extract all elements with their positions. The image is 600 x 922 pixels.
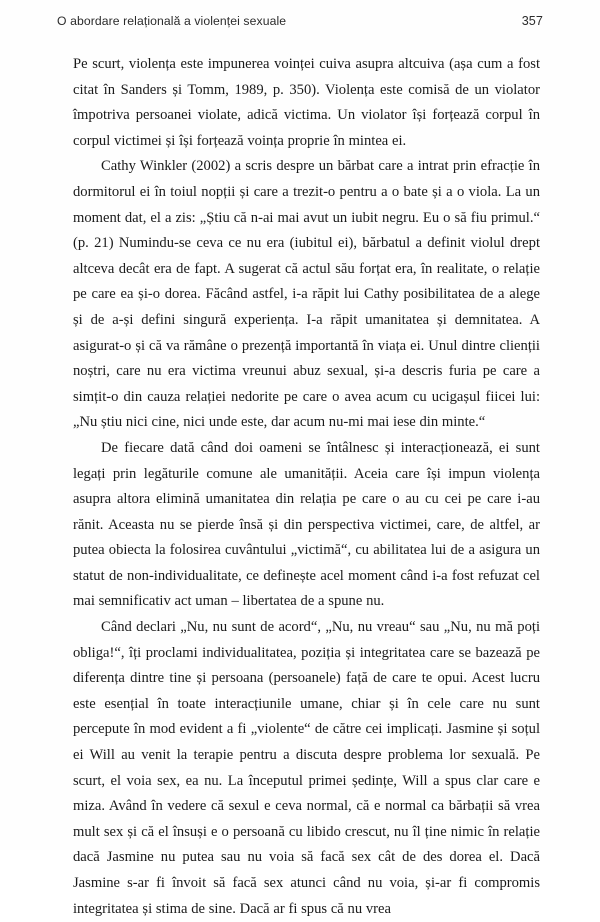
- paragraph: De fiecare dată când doi oameni se întâlnesc și interacționează, ei sunt legați prin legăturile comune ale umanității. Aceia care își impun violența asupra altora elimină umanitatea din relația pe care o au cu cei pe care i-au rănit. Aceasta nu se pierde însă și din perspectiva victimei, care, de altfel, ar putea obiecta la folosirea cuvântului „victimă“, cu abilitatea lui de a asigura un statut de non-individualitate, ce definește acel moment când i-a fost refuzat cel mai semnificativ act uman – libertatea de a spune nu.: [73, 439, 540, 610]
- page-number: 357: [521, 14, 543, 28]
- paragraph: Cathy Winkler (2002) a scris despre un bărbat care a intrat prin efracție în dormitorul ei în toiul nopții și care a trezit-o pentru a o bate și a o viola. La un moment dat, el a zis: „Știu că n-ai mai avut un iubit negru. Eu o să fiu primul.“ (p. 21) Numindu-se ceva ce nu era (iubitul ei), bărbatul a definit violul drept altceva decât era de fapt. A sugerat că actul său forțat era, în realitate, o relație pe care ea și-o dorea. Făcând astfel, i-a răpit lui Cathy posibilitatea de a alege și de a-și defini singură experiența. I-a răpit umanitatea și demnitatea. A asigurat-o și că va rămâne o prezență importantă în viața ei. Unul dintre clienții noștri, care nu era victima vreunui abuz sexual, și-a descris furia pe care a simțit-o din cauza relației nedorite pe care o avea acum cu ucigașul fiicei lui: „Nu știu nici cine, nici unde este, dar acum nu-mi mai iese din minte.“: [73, 158, 540, 431]
- paragraph: Când declari „Nu, nu sunt de acord“, „Nu, nu vreau“ sau „Nu, nu mă poți obliga!“, îți proclami individualitatea, poziția și integritatea care se bazează pe diferența dintre tine și persoana (persoanele) față de care te opui. Acest lucru este esențial în toate interacțiunile umane, chiar și în cele care nu sunt percepute în mod evident a fi „violente“ de către cei implicați. Jasmine și soțul ei Will au venit la terapie pentru a discuta despre problema lor sexuală. Pe scurt, el voia sex, ea nu. La începutul primei ședințe, Will a spus clar care e miza. Având în vedere că sexul e ceva normal, că e normal ca bărbații să vrea mult sex și că el însuși e o persoană cu libido crescut, nu îl ține nimic în relație dacă Jasmine nu putea sau nu voia să facă sex cât de des dorea el. Dacă Jasmine s-ar fi învoit să facă sex atunci când nu voia, și-ar fi compromis integritatea și stima de sine. Dacă ar fi spus că nu vrea: [73, 619, 540, 917]
- running-head: [57, 14, 543, 36]
- body-text-block: [73, 52, 540, 922]
- paragraph: Pe scurt, violența este impunerea voinței cuiva asupra altcuiva (așa cum a fost citat în Sanders și Tomm, 1989, p. 350). Violența este comisă de un violator împotriva persoanei violate, adică victima. Un violator își forțează corpul în corpul victimei și își forțează voința proprie în mintea ei.: [73, 56, 540, 149]
- running-head-title: O abordare relațională a violenței sexuale: [57, 14, 287, 28]
